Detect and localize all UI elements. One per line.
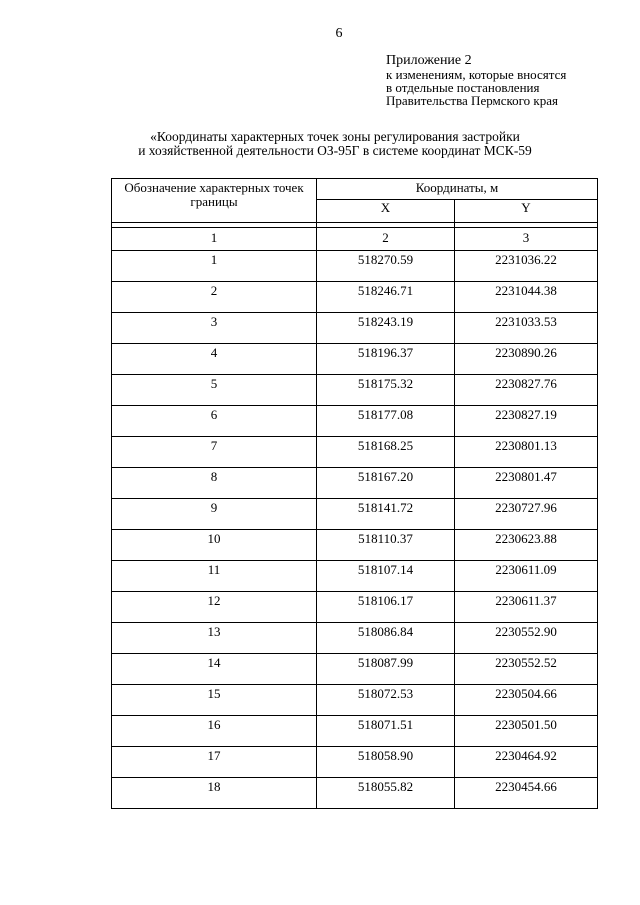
x-coordinate-cell: 518071.51 (317, 716, 455, 747)
point-number-cell: 13 (112, 623, 317, 654)
y-coordinate-cell: 2230827.76 (455, 375, 598, 406)
y-coordinate-cell: 2230464.92 (455, 747, 598, 778)
point-number-cell: 6 (112, 406, 317, 437)
point-number-cell: 14 (112, 654, 317, 685)
table-row (112, 778, 598, 809)
y-coordinate-cell: 2230801.13 (455, 437, 598, 468)
x-coordinate-cell: 518141.72 (317, 499, 455, 530)
page-number: 6 (335, 26, 343, 41)
column-index: 3 (455, 228, 598, 251)
y-coordinate-cell: 2230552.90 (455, 623, 598, 654)
y-coordinate-cell: 2230827.19 (455, 406, 598, 437)
appendix-line-2: к изменениям, которые вносятся (386, 67, 567, 82)
table-row (112, 375, 598, 406)
point-number-cell: 1 (112, 251, 317, 282)
y-coordinate-cell: 2231036.22 (455, 251, 598, 282)
point-number-cell: 9 (112, 499, 317, 530)
x-coordinate-cell: 518167.20 (317, 468, 455, 499)
appendix-block (386, 54, 636, 107)
table-row (112, 654, 598, 685)
column-index: 1 (112, 228, 317, 251)
x-coordinate-cell: 518270.59 (317, 251, 455, 282)
point-number-cell: 8 (112, 468, 317, 499)
table-row (112, 592, 598, 623)
y-coordinate-cell: 2231044.38 (455, 282, 598, 313)
x-coordinate-cell: 518106.17 (317, 592, 455, 623)
point-number-cell: 11 (112, 561, 317, 592)
point-number-cell: 17 (112, 747, 317, 778)
table-row (112, 313, 598, 344)
point-number-cell: 12 (112, 592, 317, 623)
point-number-cell: 2 (112, 282, 317, 313)
y-coordinate-cell: 2230501.50 (455, 716, 598, 747)
point-number-cell: 3 (112, 313, 317, 344)
table-row (112, 251, 598, 282)
x-coordinate-cell: 518110.37 (317, 530, 455, 561)
y-coordinate-cell: 2230890.26 (455, 344, 598, 375)
title-line-1: «Координаты характерных точек зоны регулирования застройки (150, 129, 520, 144)
y-coordinate-cell: 2230623.88 (455, 530, 598, 561)
x-coordinate-cell: 518175.32 (317, 375, 455, 406)
x-coordinate-cell: 518086.84 (317, 623, 455, 654)
table-row (112, 685, 598, 716)
point-number-cell: 16 (112, 716, 317, 747)
point-number-cell: 18 (112, 778, 317, 809)
table-row (112, 437, 598, 468)
x-coordinate-cell: 518055.82 (317, 778, 455, 809)
y-coordinate-cell: 2230504.66 (455, 685, 598, 716)
point-number-cell: 7 (112, 437, 317, 468)
y-coordinate-cell: 2230611.37 (455, 592, 598, 623)
y-coordinate-cell: 2230801.47 (455, 468, 598, 499)
column-index-row (112, 228, 598, 251)
table-row (112, 282, 598, 313)
header-coordinates: Координаты, м (317, 179, 598, 200)
x-coordinate-cell: 518177.08 (317, 406, 455, 437)
point-number-cell: 4 (112, 344, 317, 375)
x-coordinate-cell: 518072.53 (317, 685, 455, 716)
table-row (112, 344, 598, 375)
x-coordinate-cell: 518246.71 (317, 282, 455, 313)
header-y: Y (455, 200, 598, 223)
table-row (112, 716, 598, 747)
header-x: X (317, 200, 455, 223)
y-coordinate-cell: 2230727.96 (455, 499, 598, 530)
y-coordinate-cell: 2230552.52 (455, 654, 598, 685)
x-coordinate-cell: 518107.14 (317, 561, 455, 592)
appendix-line-4: Правительства Пермского края (386, 93, 558, 108)
x-coordinate-cell: 518196.37 (317, 344, 455, 375)
point-number-cell: 15 (112, 685, 317, 716)
table-row (112, 623, 598, 654)
table-row (112, 747, 598, 778)
y-coordinate-cell: 2231033.53 (455, 313, 598, 344)
column-index: 2 (317, 228, 455, 251)
appendix-line-1: Приложение 2 (386, 53, 472, 68)
x-coordinate-cell: 518087.99 (317, 654, 455, 685)
table-row (112, 530, 598, 561)
x-coordinate-cell: 518168.25 (317, 437, 455, 468)
table-row (112, 499, 598, 530)
point-number-cell: 10 (112, 530, 317, 561)
x-coordinate-cell: 518058.90 (317, 747, 455, 778)
y-coordinate-cell: 2230611.09 (455, 561, 598, 592)
appendix-line-3: в отдельные постановления (386, 80, 540, 95)
y-coordinate-cell: 2230454.66 (455, 778, 598, 809)
x-coordinate-cell: 518243.19 (317, 313, 455, 344)
table-row (112, 561, 598, 592)
table-row (112, 468, 598, 499)
document-title (0, 130, 640, 158)
table-row (112, 406, 598, 437)
coordinates-table (111, 178, 598, 809)
title-line-2: и хозяйственной деятельности ОЗ-95Г в системе координат МСК-59 (138, 143, 532, 158)
header-points: Обозначение характерных точек границы (112, 179, 317, 223)
point-number-cell: 5 (112, 375, 317, 406)
